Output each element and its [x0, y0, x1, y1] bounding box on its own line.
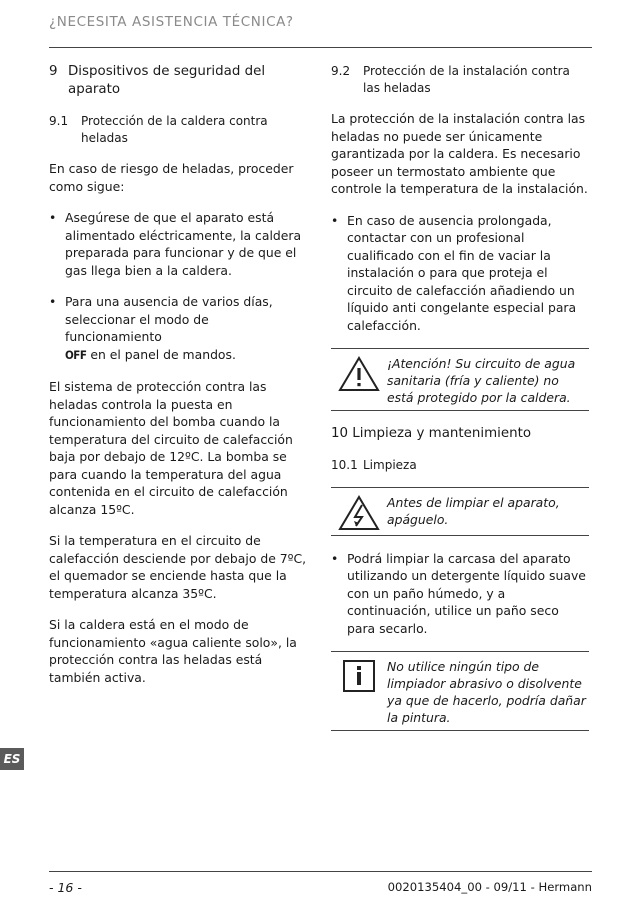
list-item-text-start: Para una ausencia de varios días, seleccionar el modo de funcionamiento	[65, 294, 273, 344]
language-tab: ES	[0, 748, 24, 770]
bullet-marker: •	[331, 550, 339, 566]
warning-icon	[331, 355, 387, 392]
info-notice	[331, 651, 589, 731]
section-title: Protección de la caldera contra heladas	[81, 114, 268, 145]
page-header: ¿NECESITA ASISTENCIA TÉCNICA?	[49, 14, 294, 30]
warning-notice	[331, 348, 589, 411]
list-item-text	[65, 293, 307, 364]
warning-text: Antes de limpiar el aparato, apáguelo.	[387, 494, 560, 527]
installation-paragraph: La protección de la instalación contra las heladas no puede ser únicamente garantizada por la caldera. Es necesario poseer un termostato ambiente que controle la temperatura de la instalación.	[331, 111, 588, 196]
list-item	[49, 209, 307, 279]
list-item	[331, 212, 589, 335]
warning-text: ¡Atención! Su circuito de agua sanitaria (fría y caliente) no está protegido por la caldera.	[387, 356, 576, 405]
page-number: - 16 -	[49, 880, 82, 895]
section-9-2-heading	[331, 63, 589, 96]
info-text: No utilice ningún tipo de limpiador abrasivo o disolvente ya que de hacerlo, podría dañar la pintura.	[387, 659, 586, 725]
section-10-1-heading	[331, 457, 589, 475]
section-9-heading	[49, 63, 307, 99]
bullet-marker: •	[49, 210, 57, 225]
burner-paragraph: Si la temperatura en el circuito de calefacción desciende por debajo de 7ºC, el quemador se enciende hasta que la temperatura alcanza 35ºC.	[49, 533, 307, 601]
left-column	[49, 63, 307, 700]
right-column	[331, 63, 589, 745]
section-title: Protección de la instalación contra las heladas	[363, 64, 570, 95]
section-10-heading: 10 Limpieza y mantenimiento	[331, 426, 532, 441]
electric-warning-notice	[331, 487, 589, 536]
intro-paragraph: En caso de riesgo de heladas, proceder como sigue:	[49, 161, 294, 194]
list-item-text: Podrá limpiar la carcasa del aparato utilizando un detergente líquido suave con un paño húmedo, y a continuación, utilice un paño seco para secarlo.	[347, 550, 586, 636]
list-item-text: En caso de ausencia prolongada, contactar con un profesional cualificado con el fin de vaciar la instalación o para que proteja el circuito de calefacción añadiendo un líquido anti congelante especial para calefacción.	[347, 212, 577, 333]
list-item-text: Asegúrese de que el aparato está alimentado eléctricamente, la caldera preparada para funcionar y de que el gas llega bien a la caldera.	[65, 210, 302, 278]
header-divider	[49, 47, 592, 48]
section-number: 9	[49, 64, 58, 79]
section-number: 9.1	[49, 114, 69, 128]
footer-divider	[49, 871, 592, 872]
section-title: Dispositivos de seguridad del aparato	[68, 64, 266, 97]
bullet-marker: •	[49, 294, 57, 309]
section-number: 9.2	[331, 64, 351, 78]
hot-water-mode-paragraph: Si la caldera está en el modo de funcionamiento «agua caliente solo», la protección contra las heladas está también activa.	[49, 617, 297, 685]
list-item-text-end: en el panel de mandos.	[90, 346, 236, 362]
section-number: 10.1	[331, 458, 358, 472]
off-mode-icon: OFF	[65, 347, 87, 362]
list-item	[49, 293, 307, 364]
section-title: Limpieza	[363, 458, 417, 472]
frost-protection-paragraph: El sistema de protección contra las heladas controla la puesta en funcionamiento del bomba cuando la temperatura del circuito de calefacción baja por debajo de 12ºC. La bomba se para cuando la temperatura del agua contenida en el circuito de calefacción alcanza 15ºC.	[49, 379, 293, 517]
section-9-1-heading	[49, 113, 307, 146]
list-item	[331, 550, 589, 638]
document-reference: 0020135404_00 - 09/11 - Hermann	[387, 880, 592, 894]
electric-hazard-icon	[331, 494, 387, 531]
bullet-marker: •	[331, 212, 339, 228]
info-icon	[331, 658, 387, 693]
